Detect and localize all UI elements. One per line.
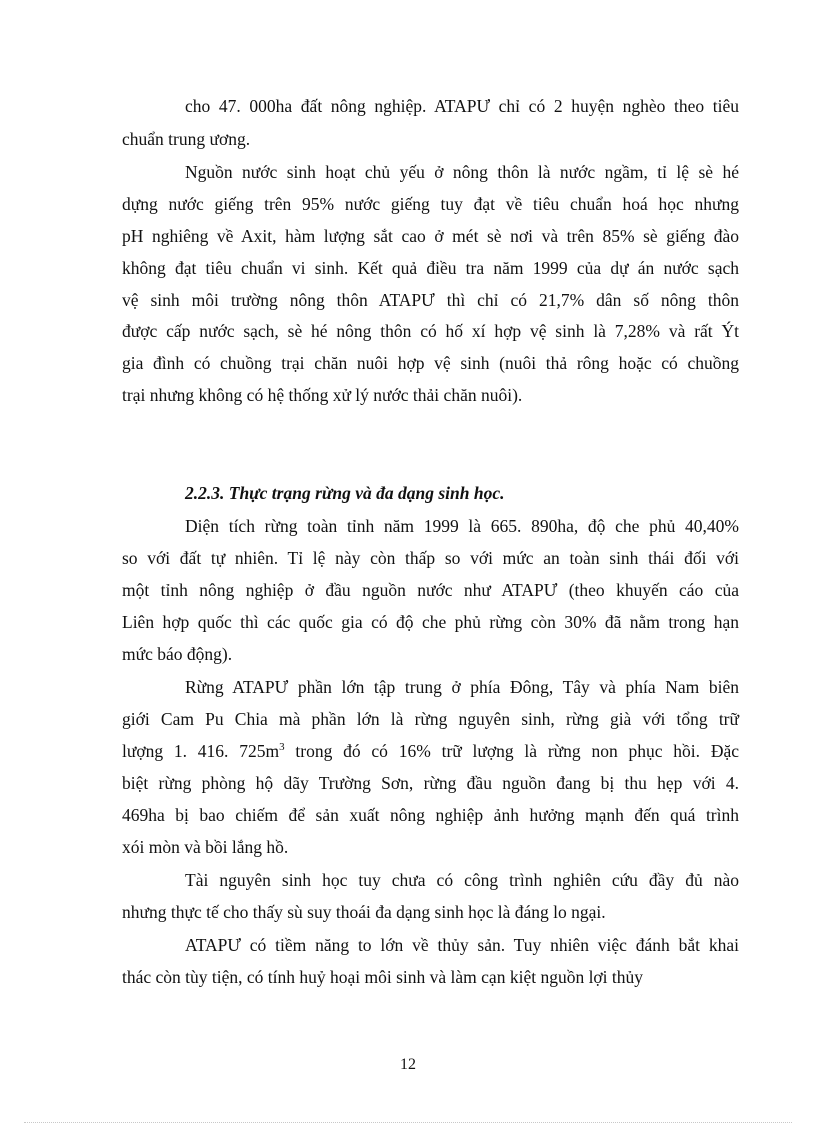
paragraph-line: Rừng ATAPƯ phần lớn tập trung ở phía Đông, Tây và phía Nam biên xyxy=(185,677,739,697)
volume-value: lượng 1. 416. 725m xyxy=(122,741,280,761)
paragraph-line: 469ha bị bao chiếm để sản xuất nông nghiệp ảnh hưởng mạnh đến quá trình xyxy=(122,805,739,825)
paragraph-line: thác còn tùy tiện, có tính huỷ hoại môi sinh và làm cạn kiệt nguồn lợi thủy xyxy=(122,967,644,987)
paragraph-line: Tài nguyên sinh học tuy chưa có công trình nghiên cứu đầy đủ nào xyxy=(185,870,739,890)
paragraph-line: biệt rừng phòng hộ dãy Trường Sơn, rừng đầu nguồn đang bị thu hẹp với 4. xyxy=(122,773,739,793)
paragraph-line: Liên hợp quốc thì các quốc gia có độ che phủ rừng còn 30% đã nằm trong hạn xyxy=(122,612,739,632)
section-heading: 2.2.3. Thực trạng rừng và đa dạng sinh học. xyxy=(185,483,505,503)
paragraph-line: vệ sinh môi trường nông thôn ATAPƯ thì chỉ có 21,7% dân số nông thôn xyxy=(122,290,739,310)
paragraph-line: cho 47. 000ha đất nông nghiệp. ATAPƯ chỉ có 2 huyện nghèo theo tiêu xyxy=(185,96,739,116)
paragraph-line: so với đất tự nhiên. Tỉ lệ này còn thấp so với mức an toàn sinh thái đối với xyxy=(122,548,739,568)
paragraph-line: được cấp nước sạch, sè hé nông thôn có hố xí hợp vệ sinh là 7,28% và rất Ýt xyxy=(122,321,739,341)
paragraph-line: một tỉnh nông nghiệp ở đầu nguồn nước như ATAPƯ (theo khuyến cáo của xyxy=(122,580,739,600)
paragraph-line: mức báo động). xyxy=(122,644,233,664)
paragraph-line: gia đình có chuồng trại chăn nuôi hợp vệ sinh (nuôi thả rông hoặc có chuồng xyxy=(122,353,739,373)
page-number: 12 xyxy=(400,1056,416,1073)
paragraph-line: trại nhưng không có hệ thống xử lý nước thải chăn nuôi). xyxy=(122,385,523,405)
paragraph-line: Nguồn nước sinh hoạt chủ yếu ở nông thôn là nước ngầm, tỉ lệ sè hé xyxy=(185,162,739,182)
line-continuation: trong đó có 16% trữ lượng là rừng non phục hồi. Đặc xyxy=(284,741,739,761)
paragraph-line: ATAPƯ có tiềm năng to lớn về thủy sản. Tuy nhiên việc đánh bắt khai xyxy=(185,935,739,955)
paragraph-line: Diện tích rừng toàn tỉnh năm 1999 là 665. 890ha, độ che phủ 40,40% xyxy=(185,516,739,536)
paragraph-line xyxy=(122,740,739,762)
paragraph-line: nhưng thực tế cho thấy sù suy thoái đa dạng sinh học là đáng lo ngại. xyxy=(122,902,606,922)
paragraph-line: xói mòn và bồi lắng hồ. xyxy=(122,837,289,857)
paragraph-line: dựng nước giếng trên 95% nước giếng tuy đạt về tiêu chuẩn hoá học nhưng xyxy=(122,194,739,214)
paragraph-line: giới Cam Pu Chia mà phần lớn là rừng nguyên sinh, rừng già với tổng trữ xyxy=(122,709,739,729)
paragraph-line: pH nghiêng về Axit, hàm lượng sắt cao ở mét sè nơi và trên 85% sè giếng đào xyxy=(122,226,739,246)
paragraph-line: không đạt tiêu chuẩn vi sinh. Kết quả điều tra năm 1999 của dự án nước sạch xyxy=(122,258,739,278)
paragraph-line: chuẩn trung ương. xyxy=(122,129,251,149)
superscript-exponent: 3 xyxy=(279,741,285,754)
